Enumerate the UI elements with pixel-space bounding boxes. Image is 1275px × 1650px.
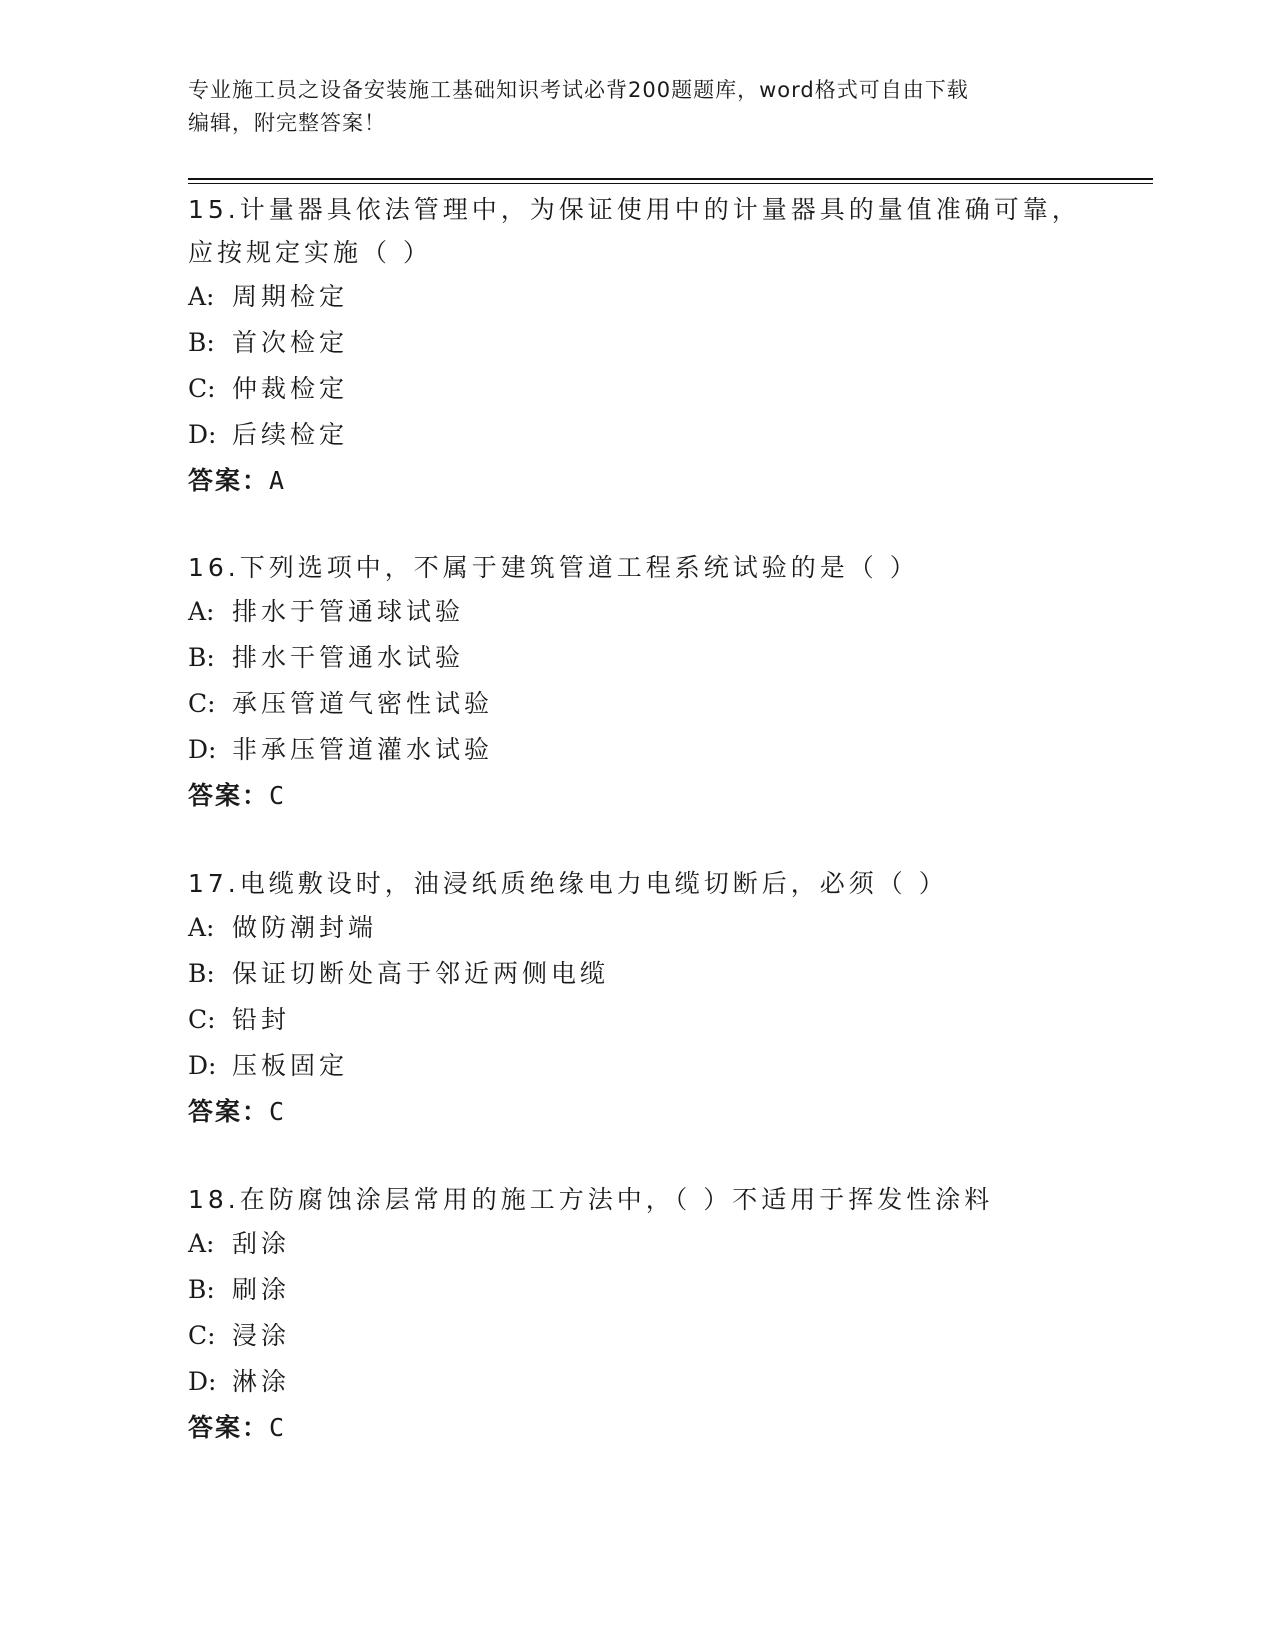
question-16 xyxy=(188,546,1088,819)
option-b: B: 刷涂 xyxy=(188,1275,291,1304)
question-18 xyxy=(188,1178,1088,1451)
option-b: B: 排水干管通水试验 xyxy=(188,643,465,672)
header-divider-thin xyxy=(188,183,1153,184)
option-c: C: 仲裁检定 xyxy=(188,374,349,403)
answer-line: 答案：A xyxy=(188,466,287,495)
option-a: A: 做防潮封端 xyxy=(188,913,378,942)
option-a: A: 刮涂 xyxy=(188,1229,291,1258)
option-b: B: 首次检定 xyxy=(188,328,349,357)
document-header xyxy=(188,74,1068,140)
question-stem: 17.电缆敷设时，油浸纸质绝缘电力电缆切断后，必须（ ） xyxy=(188,869,948,898)
answer-value: C xyxy=(269,1097,287,1126)
option-a: A: 周期检定 xyxy=(188,282,349,311)
question-stem: 18.在防腐蚀涂层常用的施工方法中，（ ）不适用于挥发性涂料 xyxy=(188,1185,994,1214)
option-d: D: 后续检定 xyxy=(188,420,349,449)
answer-line: 答案：C xyxy=(188,1097,287,1126)
option-d: D: 淋涂 xyxy=(188,1367,291,1396)
answer-value: A xyxy=(269,466,287,495)
option-d: D: 非承压管道灌水试验 xyxy=(188,735,494,764)
answer-line: 答案：C xyxy=(188,781,287,810)
header-line-2: 编辑，附完整答案！ xyxy=(188,111,386,135)
question-17 xyxy=(188,862,1088,1135)
option-a: A: 排水于管通球试验 xyxy=(188,597,465,626)
option-c: C: 铅封 xyxy=(188,1005,291,1034)
answer-value: C xyxy=(269,781,287,810)
header-line-1: 专业施工员之设备安装施工基础知识考试必背200题题库，word格式可自由下载 xyxy=(188,78,969,102)
header-divider-thick xyxy=(188,178,1153,180)
option-c: C: 承压管道气密性试验 xyxy=(188,689,494,718)
question-stem: 15.计量器具依法管理中，为保证使用中的计量器具的量值准确可靠， 应按规定实施（ ） xyxy=(188,195,1081,267)
option-c: C: 浸涂 xyxy=(188,1321,291,1350)
option-b: B: 保证切断处高于邻近两侧电缆 xyxy=(188,959,610,988)
question-15 xyxy=(188,188,1088,504)
option-d: D: 压板固定 xyxy=(188,1051,349,1080)
answer-value: C xyxy=(269,1413,287,1442)
answer-line: 答案：C xyxy=(188,1413,287,1442)
question-stem: 16.下列选项中，不属于建筑管道工程系统试验的是（ ） xyxy=(188,553,919,582)
